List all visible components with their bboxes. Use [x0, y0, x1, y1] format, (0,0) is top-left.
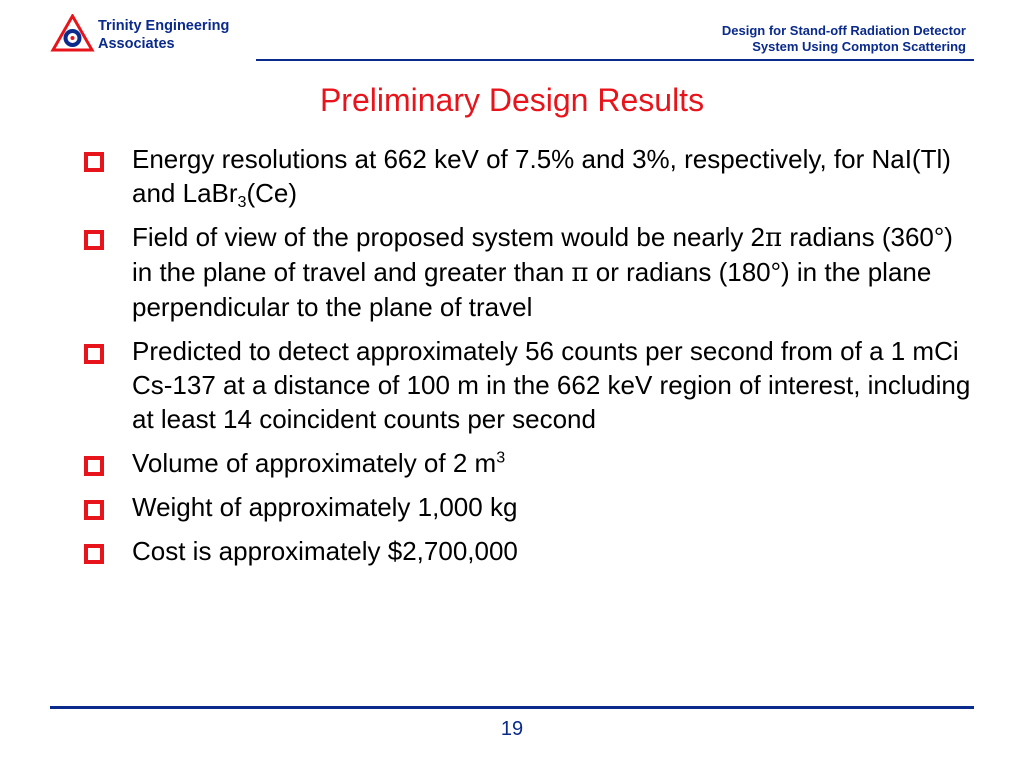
bullet-list	[82, 142, 972, 578]
bullet-text: Field of view of the proposed system would be nearly 2	[132, 222, 766, 252]
slide-title: Preliminary Design Results	[319, 82, 705, 118]
list-item	[82, 490, 972, 524]
bullet-text: Cost is approximately $2,700,000	[132, 536, 518, 566]
document-title-line1: Design for Stand-off Radiation Detector	[721, 23, 966, 38]
subscript: 3	[237, 192, 247, 211]
list-item	[82, 142, 972, 210]
list-item	[82, 446, 972, 480]
bullet-text: Weight of approximately 1,000 kg	[132, 492, 518, 522]
company-name-line2: Associates	[98, 36, 175, 52]
company-logo	[50, 14, 95, 54]
square-bullet-icon	[84, 544, 104, 564]
bullet-text: Predicted to detect approximately 56 counts per second from of a 1 mCi Cs-137 at a distance of 100 m in the 662 keV region of interest, including at least 14 coincident counts per second	[132, 336, 971, 434]
bullet-text: (Ce)	[246, 178, 298, 208]
square-bullet-icon	[84, 456, 104, 476]
page-number: 19	[500, 718, 524, 740]
bullet-text: Energy resolutions at 662 keV of 7.5% and 3%, respectively, for NaI(Tl) and LaBr	[132, 144, 951, 208]
pi-symbol: π	[571, 258, 589, 288]
square-bullet-icon	[84, 230, 104, 250]
header-divider	[256, 59, 974, 61]
list-item	[82, 220, 972, 324]
pi-symbol: π	[765, 223, 783, 253]
document-title-line2: System Using Compton Scattering	[752, 39, 966, 54]
square-bullet-icon	[84, 344, 104, 364]
square-bullet-icon	[84, 500, 104, 520]
bullet-text: radians (360°) in the plane of travel and greater than	[132, 222, 953, 287]
company-name-line1: Trinity Engineering	[98, 18, 230, 34]
square-bullet-icon	[84, 152, 104, 172]
list-item	[82, 534, 972, 568]
bullet-text: or radians (180°) in the plane perpendicular to the plane of travel	[132, 257, 932, 322]
list-item	[82, 334, 972, 436]
superscript: 3	[496, 448, 506, 467]
bullet-text: Volume of approximately of 2 m	[132, 448, 497, 478]
footer-divider	[50, 706, 974, 709]
document-title	[722, 23, 966, 55]
company-name	[98, 17, 229, 53]
